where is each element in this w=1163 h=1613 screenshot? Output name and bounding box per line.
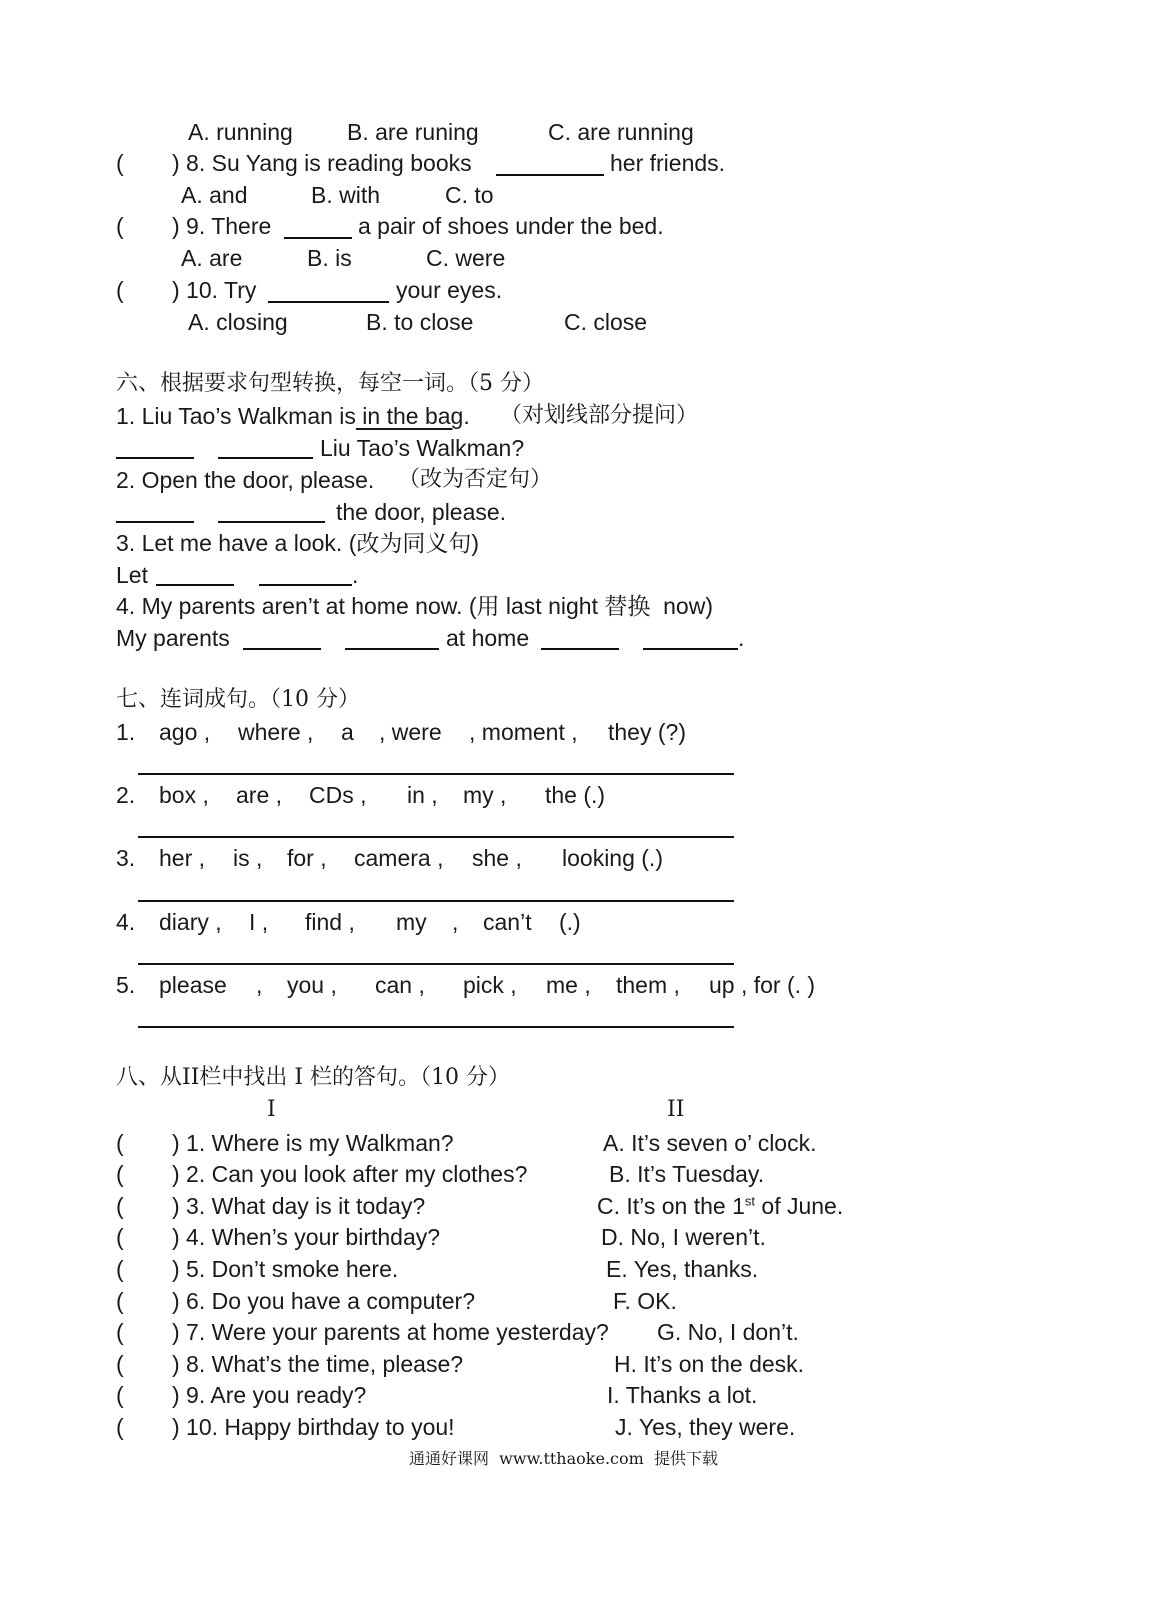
match-question: ) 9. Are you ready? — [172, 1382, 367, 1408]
s7-item-4-word: find , — [305, 909, 355, 935]
s7-item-3-answer-line[interactable] — [138, 900, 734, 902]
q7-option-c: C. are running — [548, 119, 694, 145]
s6-q4-text: 4. My parents aren’t at home now. (用 last night 替换 now) — [116, 593, 713, 619]
s7-item-2-word: box , — [159, 782, 209, 808]
match-answer: E. Yes, thanks. — [606, 1256, 759, 1282]
match-question: ) 10. Happy birthday to you! — [172, 1414, 455, 1440]
q8-option-c: C. to — [445, 182, 494, 208]
q9-option-b: B. is — [307, 245, 352, 271]
q10-option-a: A. closing — [188, 309, 288, 335]
match-question: ) 3. What day is it today? — [172, 1193, 426, 1219]
q8-option-a: A. and — [181, 182, 248, 208]
match-answer: F. OK. — [613, 1288, 677, 1314]
s7-item-5-word: please — [159, 972, 227, 998]
s6-q4-answer-head: My parents — [116, 625, 230, 651]
s7-item-4-num: 4. — [116, 909, 136, 935]
s6-q4-answer-mid: at home — [446, 625, 530, 651]
match-paren: ( — [116, 1161, 124, 1187]
s6-q3-blank-1[interactable] — [156, 584, 234, 586]
column-2-header: II — [667, 1097, 685, 1122]
s7-item-4-word: my — [396, 909, 427, 935]
s7-item-3-word: camera , — [354, 845, 444, 871]
q9-paren: ( — [116, 213, 124, 239]
s6-q1-note: （对划线部分提问） — [500, 403, 699, 428]
s6-q4-blank-4[interactable] — [643, 648, 738, 650]
match-paren: ( — [116, 1193, 124, 1219]
s7-item-3-word: she , — [472, 845, 522, 871]
s7-item-5-answer-line[interactable] — [138, 1026, 734, 1028]
s7-item-2-word: are , — [236, 782, 283, 808]
s7-item-1-num: 1. — [116, 719, 136, 745]
match-answer: C. It’s on the 1st of June. — [597, 1193, 844, 1219]
match-answer: B. It’s Tuesday. — [609, 1161, 765, 1187]
ordinal-suffix: st — [744, 1193, 756, 1209]
match-question: ) 1. Where is my Walkman? — [172, 1130, 454, 1156]
q8-option-b: B. with — [311, 182, 381, 208]
s6-q1-blank-1[interactable] — [116, 457, 194, 459]
s7-item-1-answer-line[interactable] — [138, 773, 734, 775]
s7-item-1-word: , were — [379, 719, 442, 745]
s7-item-2-word: in , — [407, 782, 438, 808]
column-1-header: I — [267, 1097, 276, 1122]
q9-stem: ) 9. There — [172, 213, 272, 239]
q10-option-c: C. close — [564, 309, 648, 335]
s6-q3-answer-tail: . — [352, 562, 359, 588]
match-question: ) 2. Can you look after my clothes? — [172, 1161, 528, 1187]
s6-q4-blank-2[interactable] — [345, 648, 439, 650]
match-answer: I. Thanks a lot. — [607, 1382, 758, 1408]
section8-heading: 八、从II栏中找出 I 栏的答句。（10 分） — [116, 1065, 511, 1090]
match-paren: ( — [116, 1224, 124, 1250]
q10-stem: ) 10. Try — [172, 277, 257, 303]
s7-item-5-word: up , for (. ) — [709, 972, 816, 998]
match-answer: G. No, I don’t. — [657, 1319, 799, 1345]
s6-q1-blank-2[interactable] — [218, 457, 313, 459]
q9-option-a: A. are — [181, 245, 243, 271]
s6-q2-answer-tail: the door, please. — [336, 499, 507, 525]
s7-item-5-num: 5. — [116, 972, 136, 998]
s7-item-4-answer-line[interactable] — [138, 963, 734, 965]
s7-item-4-word: can’t — [483, 909, 532, 935]
s6-q4-answer-tail: . — [738, 625, 745, 651]
s6-q4-blank-1[interactable] — [243, 648, 321, 650]
q8-stem: ) 8. Su Yang is reading books — [172, 150, 472, 176]
match-answer: D. No, I weren’t. — [601, 1224, 766, 1250]
q7-option-b: B. are runing — [347, 119, 479, 145]
s6-q1-text: 1. Liu Tao’s Walkman is in the bag. — [116, 403, 470, 429]
match-paren: ( — [116, 1256, 124, 1282]
match-question: ) 5. Don’t smoke here. — [172, 1256, 399, 1282]
s7-item-3-word: for , — [287, 845, 327, 871]
q8-paren: ( — [116, 150, 124, 176]
s7-item-3-word: looking (.) — [562, 845, 663, 871]
match-paren: ( — [116, 1351, 124, 1377]
match-question: ) 7. Were your parents at home yesterday? — [172, 1319, 609, 1345]
s6-q3-text: 3. Let me have a look. (改为同义句) — [116, 530, 480, 556]
s6-q2-note: （改为否定句） — [398, 467, 553, 492]
match-paren: ( — [116, 1288, 124, 1314]
s6-q3-answer-head: Let — [116, 562, 148, 588]
section6-heading: 六、根据要求句型转换，每空一词。（5 分） — [116, 371, 544, 396]
q9-blank[interactable] — [284, 237, 352, 239]
q9-option-c: C. were — [426, 245, 506, 271]
q10-blank[interactable] — [268, 301, 389, 303]
s7-item-1-word: a — [341, 719, 354, 745]
s7-item-1-word: , moment , — [469, 719, 578, 745]
q8-stem-end: her friends. — [610, 150, 726, 176]
s7-item-5-word: can , — [375, 972, 425, 998]
s7-item-5-word: , — [256, 972, 263, 998]
s7-item-2-word: my , — [463, 782, 507, 808]
s7-item-1-word: they (?) — [608, 719, 686, 745]
s6-q2-text: 2. Open the door, please. — [116, 467, 375, 493]
s6-q1-answer-tail: Liu Tao’s Walkman? — [320, 435, 525, 461]
s6-q2-blank-2[interactable] — [218, 521, 325, 523]
q10-paren: ( — [116, 277, 124, 303]
s7-item-2-answer-line[interactable] — [138, 836, 734, 838]
match-paren: ( — [116, 1130, 124, 1156]
match-answer: H. It’s on the desk. — [614, 1351, 805, 1377]
s7-item-4-word: diary , — [159, 909, 222, 935]
s7-item-3-num: 3. — [116, 845, 136, 871]
q8-blank[interactable] — [496, 174, 604, 176]
s6-q3-blank-2[interactable] — [259, 584, 352, 586]
match-paren: ( — [116, 1414, 124, 1440]
match-answer: J. Yes, they were. — [615, 1414, 796, 1440]
q10-stem-end: your eyes. — [396, 277, 503, 303]
s7-item-2-num: 2. — [116, 782, 136, 808]
q7-option-a: A. running — [188, 119, 293, 145]
s7-item-1-word: ago , — [159, 719, 211, 745]
s7-item-5-word: them , — [616, 972, 680, 998]
s7-item-2-word: the (.) — [545, 782, 606, 808]
s7-item-3-word: her , — [159, 845, 206, 871]
s7-item-2-word: CDs , — [309, 782, 367, 808]
match-question: ) 8. What’s the time, please? — [172, 1351, 464, 1377]
q10-option-b: B. to close — [366, 309, 474, 335]
s6-q2-blank-1[interactable] — [116, 521, 194, 523]
match-question: ) 6. Do you have a computer? — [172, 1288, 475, 1314]
page-footer: 通通好课网 www.tthaoke.com 提供下载 — [409, 1449, 718, 1468]
s7-item-1-word: where , — [238, 719, 314, 745]
match-answer: A. It’s seven o’ clock. — [603, 1130, 817, 1156]
s6-q1-underlined: in the bag — [355, 403, 464, 429]
s7-item-5-word: me , — [546, 972, 591, 998]
match-paren: ( — [116, 1319, 124, 1345]
match-question: ) 4. When’s your birthday? — [172, 1224, 441, 1250]
s7-item-4-word: I , — [249, 909, 269, 935]
s7-item-3-word: is , — [233, 845, 263, 871]
s7-item-4-word: , — [452, 909, 459, 935]
s7-item-5-word: you , — [287, 972, 337, 998]
s6-q4-blank-3[interactable] — [541, 648, 619, 650]
s7-item-5-word: pick , — [463, 972, 517, 998]
match-paren: ( — [116, 1382, 124, 1408]
section7-heading: 七、连词成句。（10 分） — [116, 687, 360, 712]
q9-stem-end: a pair of shoes under the bed. — [358, 213, 664, 239]
s7-item-4-word: (.) — [559, 909, 581, 935]
